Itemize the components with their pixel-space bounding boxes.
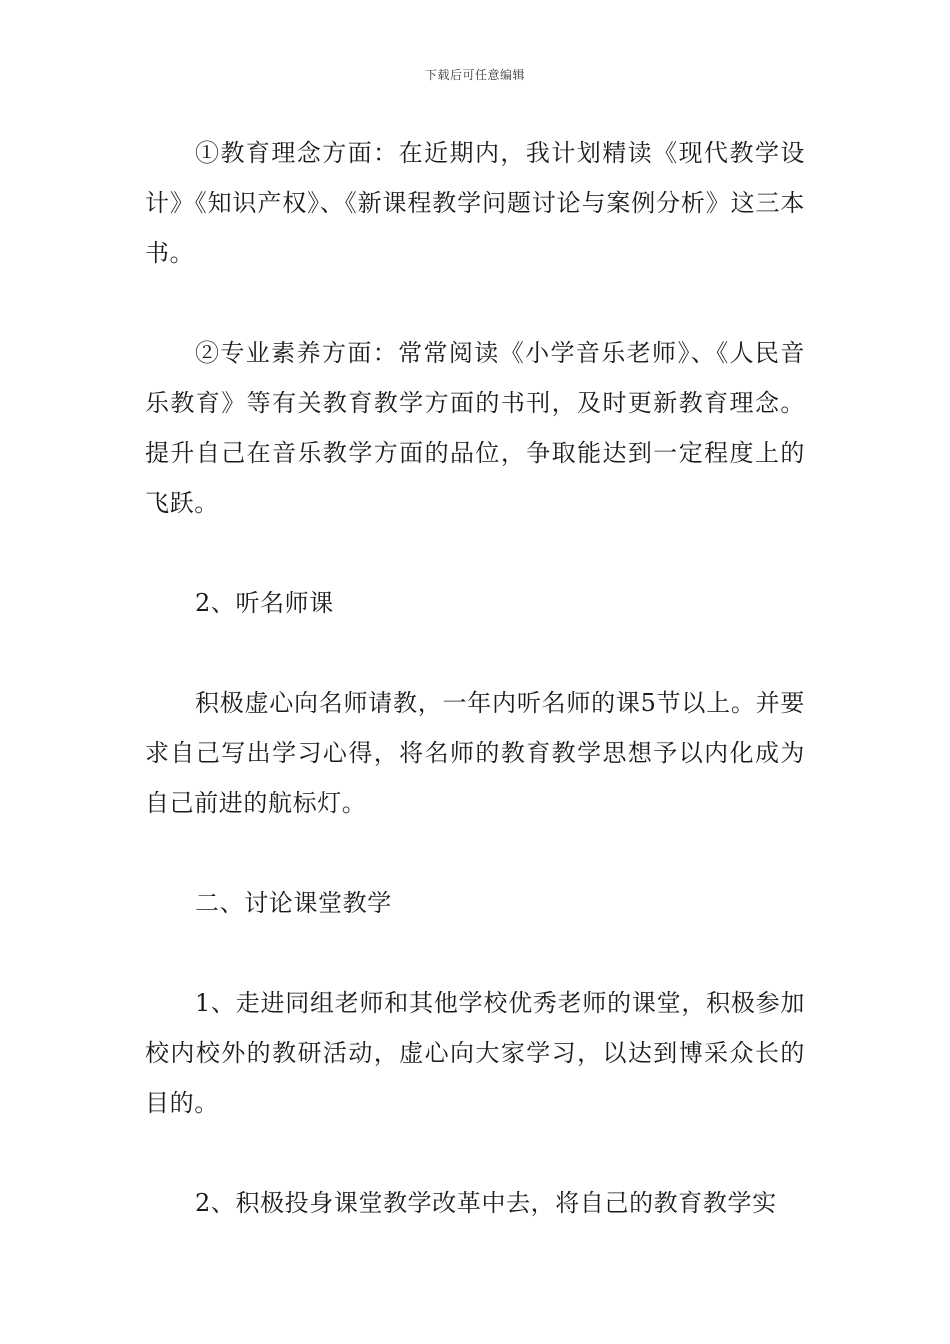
paragraph-observe-classes: 1、走进同组老师和其他学校优秀老师的课堂，积极参加校内校外的教研活动，虚心向大家学习，以达到博采众长的目的。 [145,989,805,1117]
paragraph-learn-from-masters: 积极虚心向名师请教，一年内听名师的课5节以上。并要求自己写出学习心得，将名师的教育教学思想予以内化成为自己前进的航标灯。 [145,689,805,817]
paragraph-education-philosophy: ①教育理念方面：在近期内，我计划精读《现代教学设计》《知识产权》、《新课程教学问题讨论与案例分析》这三本书。 [145,139,805,267]
heading-listen-master-class: 2、听名师课 [195,589,334,617]
paragraph-professional-literacy: ②专业素养方面：常常阅读《小学音乐老师》、《人民音乐教育》等有关教育教学方面的书刊，及时更新教育理念。提升自己在音乐教学方面的品位，争取能达到一定程度上的飞跃。 [145,339,805,517]
page-header: 下载后可任意编辑 [424,68,525,82]
document-body [145,128,805,1228]
heading-discuss-classroom-teaching: 二、讨论课堂教学 [195,889,392,917]
paragraph-teaching-reform: 2、积极投身课堂教学改革中去，将自己的教育教学实 [195,1189,777,1217]
